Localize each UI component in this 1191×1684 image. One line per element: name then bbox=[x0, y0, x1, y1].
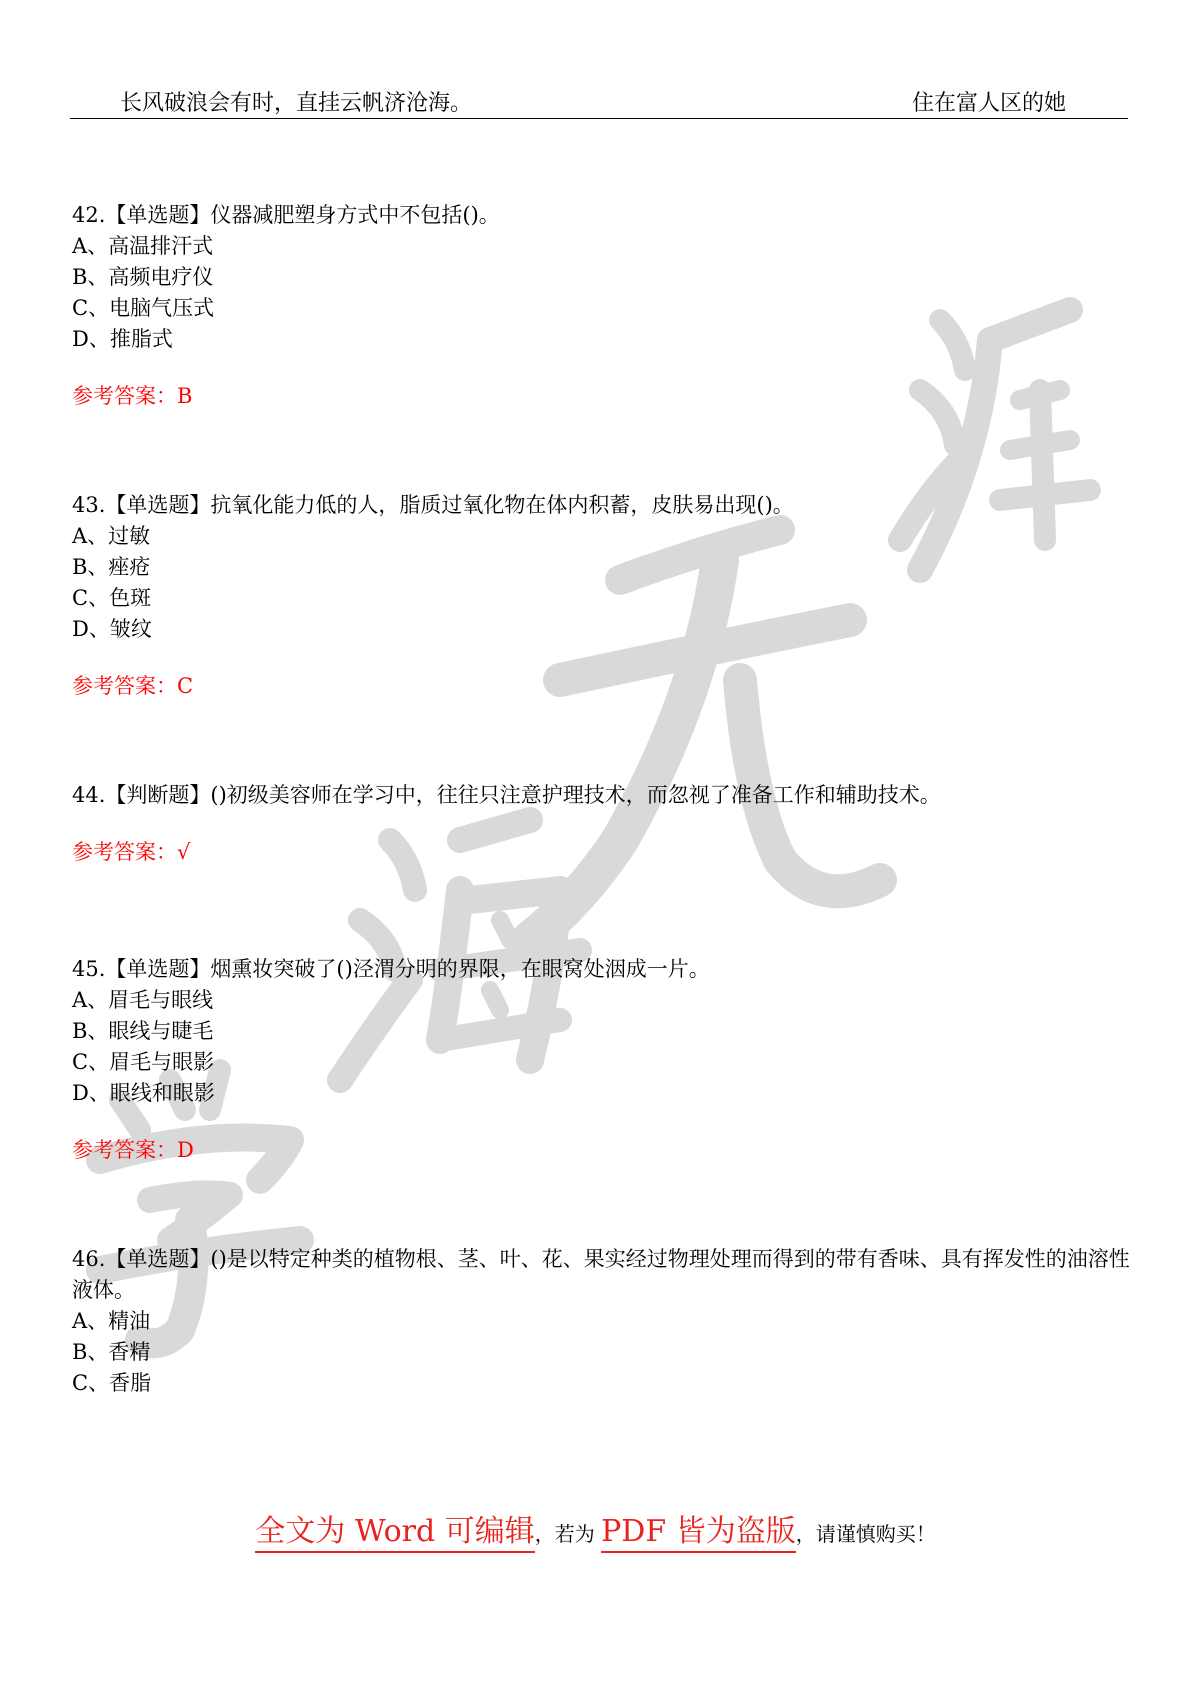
option-d: D、推脂式 bbox=[72, 327, 173, 351]
option-a: A、精油 bbox=[72, 1309, 151, 1333]
option-b: B、香精 bbox=[72, 1340, 151, 1364]
question-44 bbox=[72, 780, 941, 868]
notice-word-editable: 全文为 Word 可编辑 bbox=[255, 1514, 534, 1553]
reference-answer: 参考答案：D bbox=[72, 1138, 194, 1162]
question-text: 44.【判断题】()初级美容师在学习中，往往只注意护理技术，而忽视了准备工作和辅助技术。 bbox=[72, 783, 941, 807]
option-a: A、过敏 bbox=[72, 524, 151, 548]
option-b: B、眼线与睫毛 bbox=[72, 1019, 214, 1043]
notice-caution: ，请谨慎购买！ bbox=[795, 1522, 936, 1546]
reference-answer: 参考答案：B bbox=[72, 384, 193, 408]
question-text: 45.【单选题】烟熏妆突破了()泾渭分明的界限，在眼窝处洇成一片。 bbox=[72, 957, 710, 981]
option-c: C、电脑气压式 bbox=[72, 296, 215, 320]
header-motto: 长风破浪会有时，直挂云帆济沧海。 bbox=[120, 91, 473, 116]
option-b: B、痤疮 bbox=[72, 555, 151, 579]
notice-pdf-pirated: PDF 皆为盗版 bbox=[601, 1514, 796, 1553]
option-c: C、眉毛与眼影 bbox=[72, 1050, 215, 1074]
option-d: D、眼线和眼影 bbox=[72, 1081, 215, 1105]
question-42 bbox=[72, 200, 500, 412]
copyright-notice bbox=[0, 1506, 1191, 1550]
option-b: B、高频电疗仪 bbox=[72, 265, 214, 289]
page-header bbox=[70, 78, 1128, 119]
option-a: A、眉毛与眼线 bbox=[72, 988, 214, 1012]
option-c: C、香脂 bbox=[72, 1371, 152, 1395]
question-text: 46.【单选题】()是以特定种类的植物根、茎、叶、花、果实经过物理处理而得到的带有香味、具有挥发性的油溶性液体。 bbox=[72, 1247, 1130, 1302]
option-a: A、高温排汗式 bbox=[72, 234, 214, 258]
question-45 bbox=[72, 954, 710, 1166]
notice-separator: ，若为 bbox=[534, 1522, 595, 1546]
question-46 bbox=[72, 1244, 1132, 1399]
option-d: D、皱纹 bbox=[72, 617, 152, 641]
question-text: 43.【单选题】抗氧化能力低的人，脂质过氧化物在体内积蓄，皮肤易出现()。 bbox=[72, 493, 794, 517]
reference-answer: 参考答案：√ bbox=[72, 840, 191, 864]
question-43 bbox=[72, 490, 794, 702]
option-c: C、色斑 bbox=[72, 586, 152, 610]
reference-answer: 参考答案：C bbox=[72, 674, 194, 698]
question-text: 42.【单选题】仪器减肥塑身方式中不包括()。 bbox=[72, 203, 500, 227]
header-author: 住在富人区的她 bbox=[911, 91, 1066, 116]
